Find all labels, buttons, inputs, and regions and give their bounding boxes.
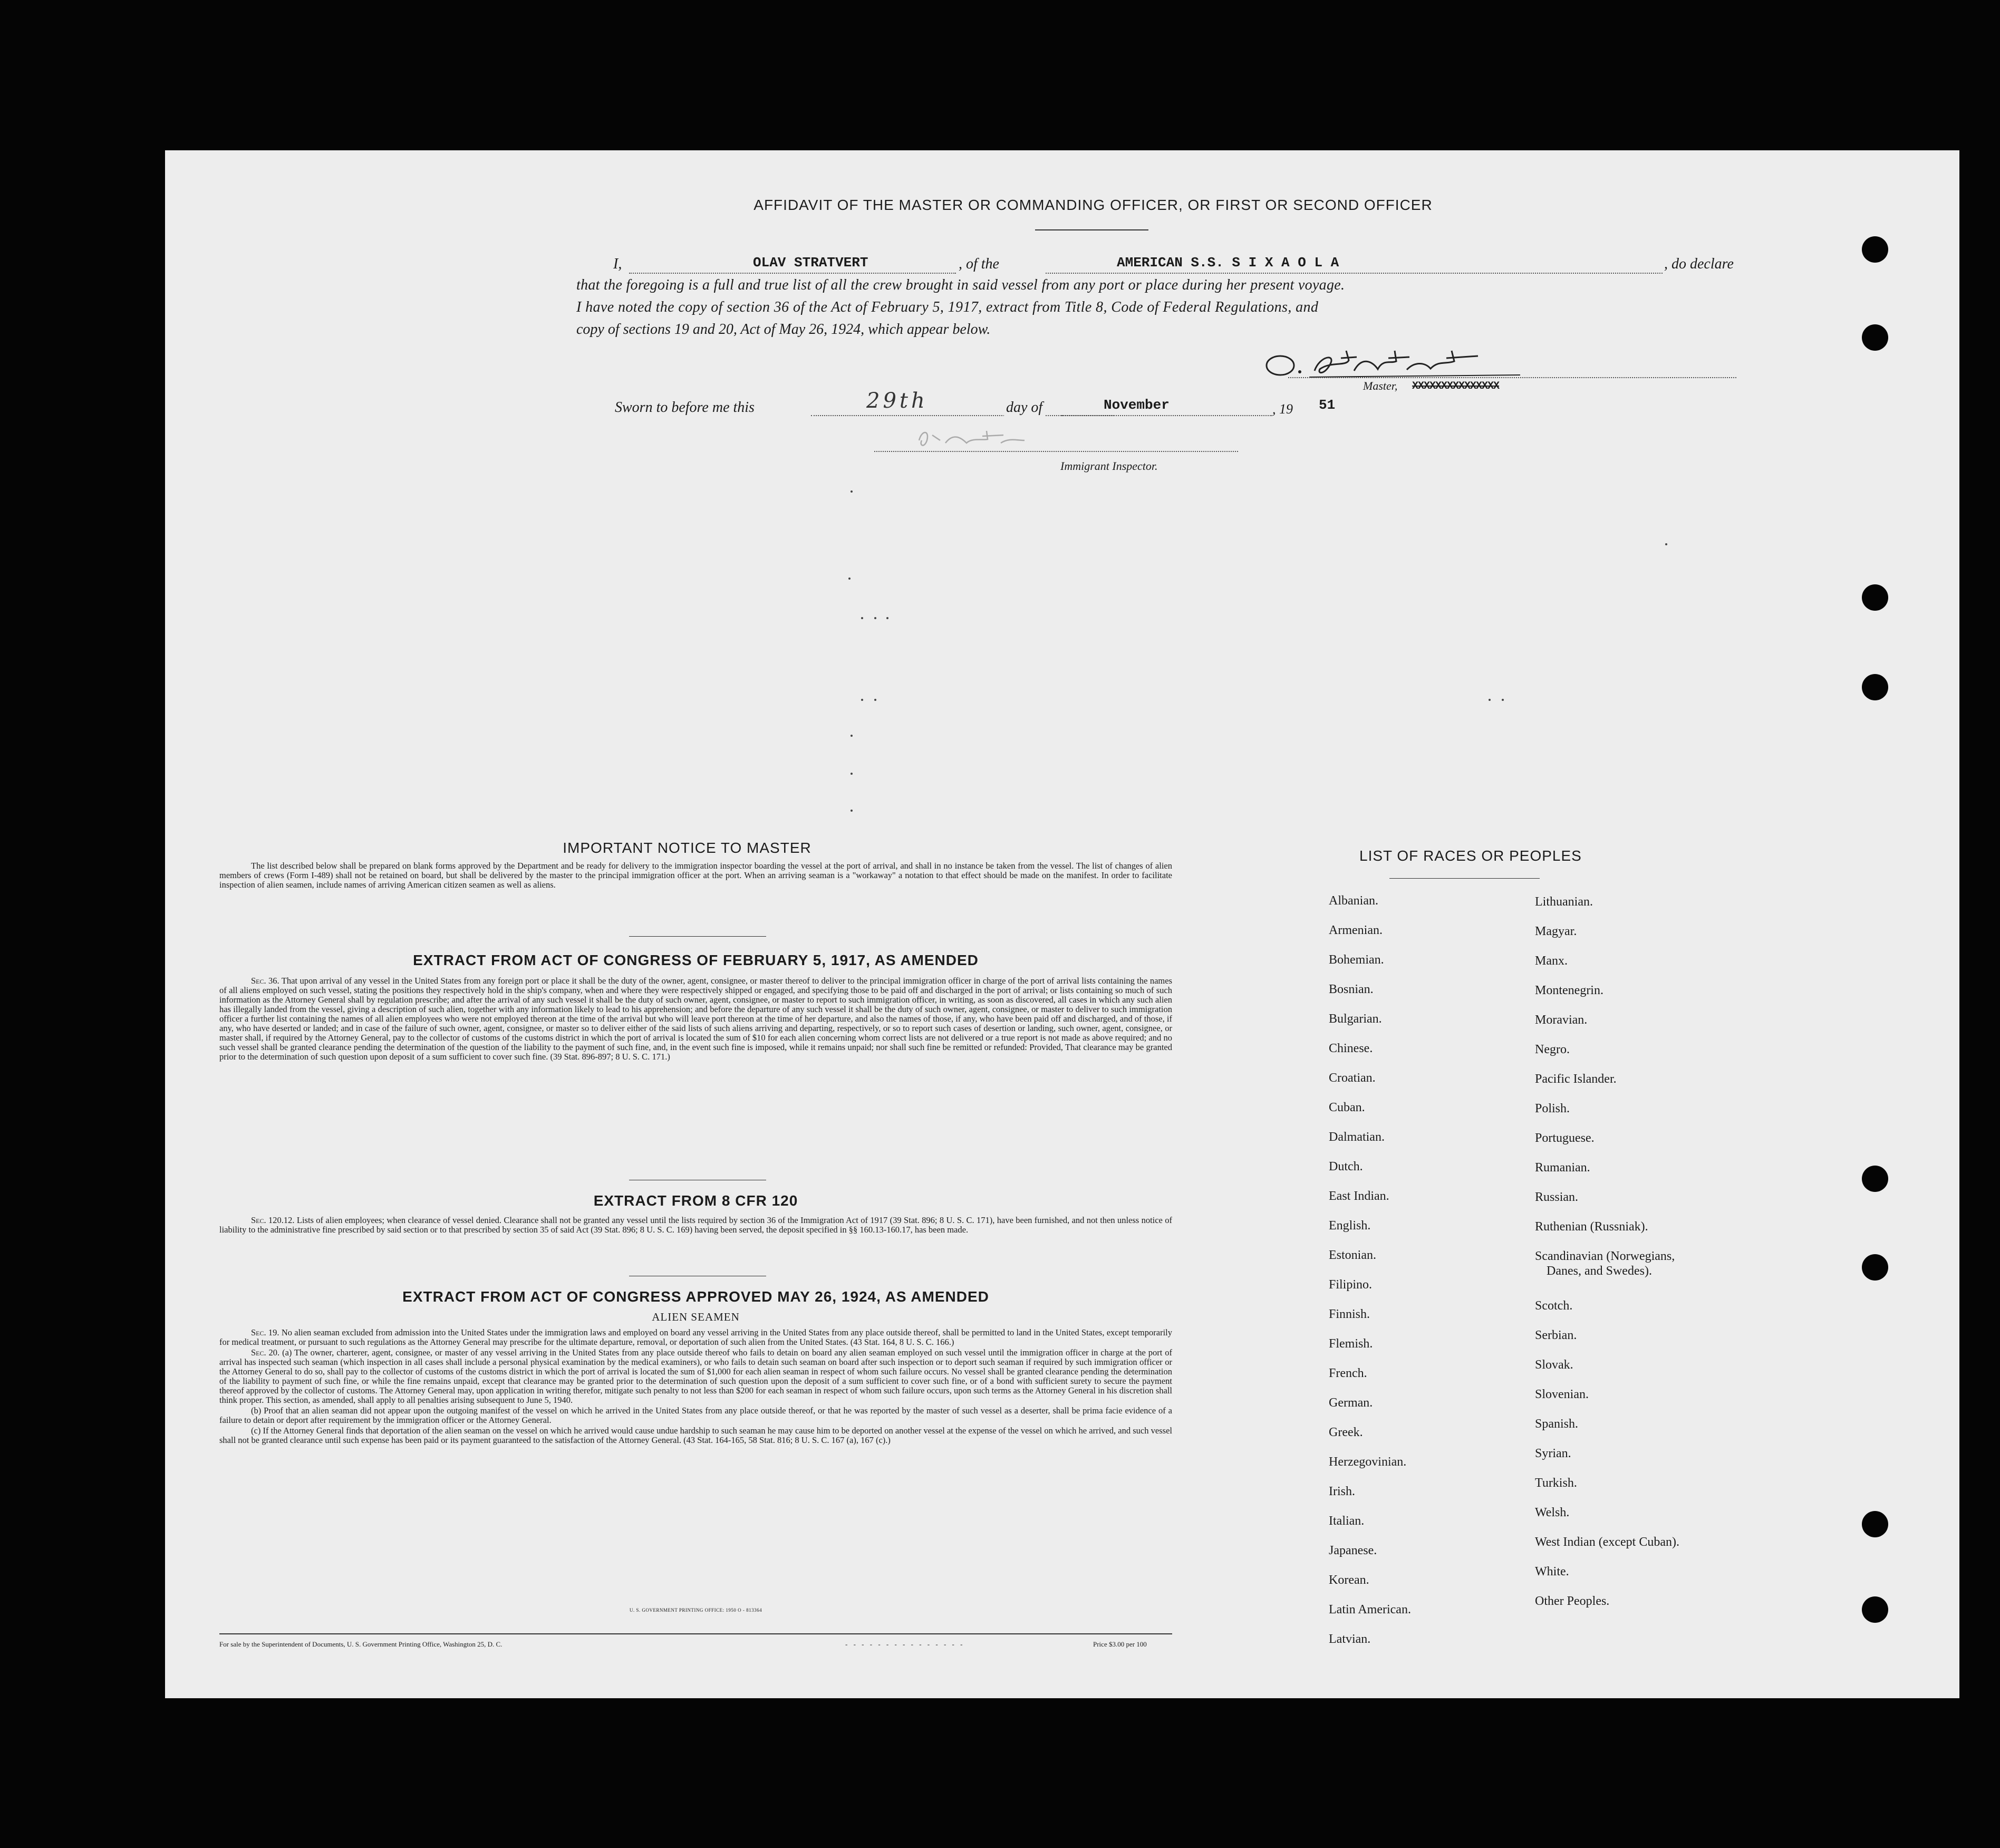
race-item: Moravian.: [1535, 1013, 1588, 1027]
race-item: Welsh.: [1535, 1506, 1570, 1519]
race-item: Lithuanian.: [1535, 895, 1593, 909]
race-item: Spanish.: [1535, 1417, 1579, 1431]
affidavit-title: AFFIDAVIT OF THE MASTER OR COMMANDING OFFICER, OR FIRST OR SECOND OFFICER: [753, 197, 1433, 213]
race-item: Cuban.: [1329, 1101, 1365, 1114]
year-prefix: , 19: [1272, 401, 1293, 417]
race-item: Polish.: [1535, 1102, 1570, 1115]
extract-1924-title: EXTRACT FROM ACT OF CONGRESS APPROVED MAY 26, 1924, AS AMENDED: [402, 1288, 989, 1305]
race-item: Magyar.: [1535, 925, 1577, 938]
master-signature-line: [1288, 377, 1736, 378]
affidavit-title-rule: [1035, 229, 1148, 230]
speck: [1502, 699, 1504, 701]
of-the-label: , of the: [959, 256, 999, 272]
speck: [861, 617, 863, 619]
inspector-signature-line: [874, 451, 1238, 452]
sec20a-text: (a) The owner, charterer, agent, consignee, or master of any vessel arriving in the United States from any place outside thereof who fails to detain on board any alien seaman employed on such vessel until the immigration officer in charge at the port of arrival has inspected such seaman (which inspection in all cases shall include a personal physical examination by the medical examiners), or who fails to detain such seaman on board after such inspection or to deport such seaman if required by such immigration officer or the Attorney General to do so, shall pay to the collector of customs of the customs district in which the port of arrival is located the sum of $1,000 for each alien seaman in respect of whom such failure occurs. No vessel shall be granted clearance pending the determination of the liability to payment of such fine, or while the fine remains unpaid, except that clearance may be granted prior to the determination of such question upon the deposit of a sum sufficient to cover such fine, or of a bond with sufficient surety to secure the payment thereof approved by the collector of customs. The Attorney General may, upon application in writing therefor, mitigate such penalty to not less than $200 for each seaman in respect of whom such failure occurs, upon such terms as the Attorney General in his discretion shall think proper. This section, as amended, shall apply to all penalties arising subsequent to June 5, 1940.: [219, 1348, 1172, 1405]
notice-title: IMPORTANT NOTICE TO MASTER: [563, 840, 811, 856]
master-label: Master,: [1363, 379, 1398, 392]
inspector-label: Immigrant Inspector.: [1060, 459, 1158, 473]
speck: [851, 490, 853, 493]
race-item: Finnish.: [1329, 1307, 1370, 1321]
sec20c-text: (c) If the Attorney General finds that deportation of the alien seaman on the vessel on which he arrived would cause undue hardship to such seaman he may cause him to be deported on another vessel at the expense of the vessel on which he arrived, and such vessel shall not be granted clearance until such expense has been paid or its payment guaranteed to the satisfaction of the Attorney General. (43 Stat. 164-165, 58 Stat. 816; 8 U. S. C. 167 (a), 167 (c).): [219, 1426, 1172, 1445]
sec36-text: That upon arrival of any vessel in the United States from any foreign port or place it shall be the duty of the owner, agent, consignee, or master thereof to deliver to the principal immigration officer in charge of the port of arrival lists containing the names of all aliens employed on such vessel, stating the positions they respectively hold in the ship's company, when and where they were respectively shipped or engaged, and specifying those to be paid off and discharged in the port of arrival; or lists containing so much of such information as the Attorney General shall by regulation prescribe; and after the arrival of any such vessel it shall be the duty of such owner, agent, consignee, or master to report to such immigration officer, in writing, as soon as discovered, all cases in which any such alien has illegally landed from the vessel, giving a description of such alien, together with any information likely to lead to his apprehension; and before the departure of any such vessel it shall be the duty of such owner, agent, consignee, or master to deliver to such immigration officer a further list containing the names of all alien employees who were not employed thereon at the time of the arrival but who will leave port thereon at the time of her departure, and also the names of those, if any, who have been paid off and discharged, and of those, if any, who have deserted or landed; and in case of the failure of such owner, agent, consignee, or master so to deliver either of the said lists of such aliens arriving and departing, respectively, or so to report such cases of desertion or landing, such owner, agent, consignee, or master shall, if required by the Attorney General, pay to the collector of customs of the customs district in which the port of arrival is located the sum of $10 for each alien concerning whom correct lists are not delivered or a true report is not made as above required; and no such vessel shall be granted clearance pending the determination of the question of the liability to the payment of such fine, and, in the event such fine is imposed, while it remains unpaid; nor shall such fine be remitted or refunded: Provided, That clearance may be granted prior to the determination of such question upon deposit of a sum sufficient to cover such fine. (39 Stat. 896-897; 8 U. S. C. 171.): [219, 976, 1173, 1062]
speck: [886, 617, 888, 619]
race-item: Rumanian.: [1535, 1161, 1590, 1175]
master-name-value: OLAV STRATVERT: [753, 255, 868, 271]
races-column-2: [1535, 895, 1772, 1686]
races-title: LIST OF RACES OR PEOPLES: [1359, 848, 1582, 864]
race-item: Estonian.: [1329, 1248, 1376, 1262]
sec20b-text: (b) Proof that an alien seaman did not appear upon the outgoing manifest of the vessel on which he arrived in the United States from any place outside thereof, or that he was reported by the master of such vessel as a deserter, shall be prima facie evidence of a failure to detain or deport after requirement by the immigration officer or the Attorney General.: [219, 1406, 1172, 1425]
speck: [851, 773, 853, 775]
document-page: [165, 150, 1959, 1698]
vessel-name-value: AMERICAN S.S. S I X A O L A: [1117, 255, 1339, 271]
race-item: French.: [1329, 1366, 1367, 1380]
race-item: Bulgarian.: [1329, 1012, 1382, 1026]
race-item: German.: [1329, 1396, 1373, 1410]
sworn-label: Sworn to before me this: [615, 399, 755, 416]
notice-text: [219, 861, 1172, 891]
race-item: East Indian.: [1329, 1189, 1389, 1203]
race-item: Russian.: [1535, 1190, 1579, 1204]
race-item: Flemish.: [1329, 1337, 1373, 1351]
punch-hole: [1862, 584, 1888, 611]
race-item: Italian.: [1329, 1514, 1365, 1528]
footer-price: Price $3.00 per 100: [1093, 1640, 1147, 1648]
race-item: Irish.: [1329, 1485, 1355, 1498]
sworn-month-value: November: [1104, 397, 1170, 413]
race-item: Scandinavian (Norwegians,: [1535, 1249, 1675, 1263]
sec36-label: Sec. 36.: [251, 976, 279, 986]
master-name-line: [629, 273, 956, 274]
day-of-label: day of: [1004, 399, 1045, 416]
speck: [1665, 543, 1667, 545]
extract-1924-text: [219, 1328, 1172, 1446]
gpo-line: U. S. GOVERNMENT PRINTING OFFICE: 1950 O - 813364: [629, 1608, 762, 1613]
affidavit-line-3: I have noted the copy of section 36 of the Act of February 5, 1917, extract from Title 8, Code of Federal Regulations, and: [576, 299, 1319, 315]
race-item: Herzegovinian.: [1329, 1455, 1407, 1469]
notice-paragraph: The list described below shall be prepared on blank forms approved by the Department and be ready for delivery to the immigration inspector boarding the vessel at the port of arrival, and shall in no instance be taken from the vessel. The list of changes of alien members of crews (Form I-489) shall not be retained on board, but shall be delivered by the master to the principal immigration officer at the port. When an arriving seaman is a "workaway" a notation to that effect should be made on the manifest. In order to facilitate inspection of alien seamen, include names of arriving American citizen seamen as well as aliens.: [219, 861, 1172, 890]
extract-cfr-title: EXTRACT FROM 8 CFR 120: [593, 1192, 798, 1209]
race-item: Portuguese.: [1535, 1131, 1595, 1145]
races-title-rule: [1389, 878, 1540, 879]
race-item: Other Peoples.: [1535, 1594, 1610, 1608]
sec19-text: No alien seaman excluded from admission into the United States under the immigration laws and employed on board any vessel arriving in the United States from any place outside thereof, shall be permitted to land in the United States, except temporarily for medical treatment, or pursuant to such regulations as the Attorney General may prescribe for the ultimate departure, removal, or deportation of such alien from the United States. (43 Stat. 164, 8 U. S. C. 166.): [219, 1327, 1173, 1347]
sec19-label: Sec. 19.: [251, 1327, 279, 1337]
extract-cfr-text: [219, 1216, 1172, 1236]
race-item: Negro.: [1535, 1043, 1570, 1056]
race-item: Japanese.: [1329, 1544, 1377, 1557]
footer-dots: - - - - - - - - - - - - - - -: [845, 1640, 965, 1648]
race-item: Slovak.: [1535, 1358, 1573, 1372]
sworn-day-value: 29th: [866, 389, 928, 413]
race-item: Latin American.: [1329, 1603, 1411, 1616]
sworn-month-line: [1061, 415, 1272, 416]
affidavit-line-2: that the foregoing is a full and true list of all the crew brought in said vessel from any port or place during her present voyage.: [576, 277, 1345, 293]
race-item: Chinese.: [1329, 1042, 1373, 1055]
race-item: Montenegrin.: [1535, 984, 1603, 997]
sec120-text: Lists of alien employees; when clearance of vessel denied. Clearance shall not be granted any vessel until the lists required by section 36 of the Immigration Act of 1917 (39 Stat. 896; 8 U. S. C. 171), have been furnished, and not then unless notice of liability to the administrative fine prescribed by said section or to that prescribed by section 35 of said Act (39 Stat. 896; 8 U. S. C. 169) having been served, the deposit specified in §§ 160.13-160.17, has been made.: [219, 1215, 1172, 1235]
race-item: Turkish.: [1535, 1476, 1577, 1490]
race-item: Ruthenian (Russniak).: [1535, 1220, 1648, 1234]
race-item: Scotch.: [1535, 1299, 1573, 1313]
punch-hole: [1862, 324, 1888, 351]
speck: [874, 617, 876, 619]
extract-1917-text: [219, 976, 1172, 1063]
race-item: Manx.: [1535, 954, 1568, 968]
race-item: Albanian.: [1329, 894, 1378, 908]
race-item: Bosnian.: [1329, 983, 1374, 996]
footer-rule: [219, 1633, 1172, 1634]
race-item: Greek.: [1329, 1426, 1363, 1439]
speck: [1489, 699, 1491, 701]
punch-hole: [1862, 674, 1888, 700]
affidavit-intro: I,: [613, 256, 622, 272]
race-item: Dutch.: [1329, 1160, 1363, 1173]
alien-seamen-subtitle: ALIEN SEAMEN: [652, 1311, 740, 1323]
race-item: English.: [1329, 1219, 1371, 1233]
race-item: Pacific Islander.: [1535, 1072, 1617, 1086]
race-item: White.: [1535, 1565, 1569, 1578]
punch-hole: [1862, 1166, 1888, 1192]
race-item: Latvian.: [1329, 1632, 1371, 1646]
inspector-signature: [909, 425, 1046, 451]
affidavit-line-4: copy of sections 19 and 20, Act of May 26, 1924, which appear below.: [576, 321, 991, 338]
vessel-name-line: [1046, 273, 1663, 274]
race-item: Armenian.: [1329, 923, 1383, 937]
punch-hole: [1862, 236, 1888, 263]
punch-hole: [1862, 1596, 1888, 1623]
sec20-label: Sec. 20.: [251, 1348, 280, 1358]
speck: [851, 810, 853, 812]
race-item: Syrian.: [1535, 1447, 1571, 1460]
struck-officer-title: XXXXXXXXXXXXXXX: [1412, 380, 1500, 392]
races-column-1: [1329, 894, 1540, 1685]
race-item: Slovenian.: [1535, 1388, 1589, 1401]
race-item: West Indian (except Cuban).: [1535, 1535, 1679, 1549]
punch-hole: [1862, 1511, 1888, 1537]
race-item: Danes, and Swedes).: [1547, 1264, 1652, 1278]
speck: [861, 699, 863, 701]
footer-sale-text: For sale by the Superintendent of Documents, U. S. Government Printing Office, Washington 25, D. C.: [219, 1640, 503, 1648]
do-declare-label: , do declare: [1664, 256, 1734, 272]
race-item: Dalmatian.: [1329, 1130, 1385, 1144]
speck: [851, 735, 853, 737]
extract-1917-title: EXTRACT FROM ACT OF CONGRESS OF FEBRUARY 5, 1917, AS AMENDED: [413, 952, 979, 968]
race-item: Filipino.: [1329, 1278, 1373, 1292]
speck: [874, 699, 876, 701]
punch-hole: [1862, 1254, 1888, 1281]
notice-rule: [629, 936, 766, 937]
speck: [848, 578, 851, 580]
race-item: Serbian.: [1535, 1329, 1577, 1342]
race-item: Bohemian.: [1329, 953, 1384, 967]
sec120-label: Sec. 120.12.: [251, 1215, 295, 1225]
year-suffix-value: 51: [1319, 397, 1336, 413]
race-item: Croatian.: [1329, 1071, 1376, 1085]
race-item: Korean.: [1329, 1573, 1369, 1587]
